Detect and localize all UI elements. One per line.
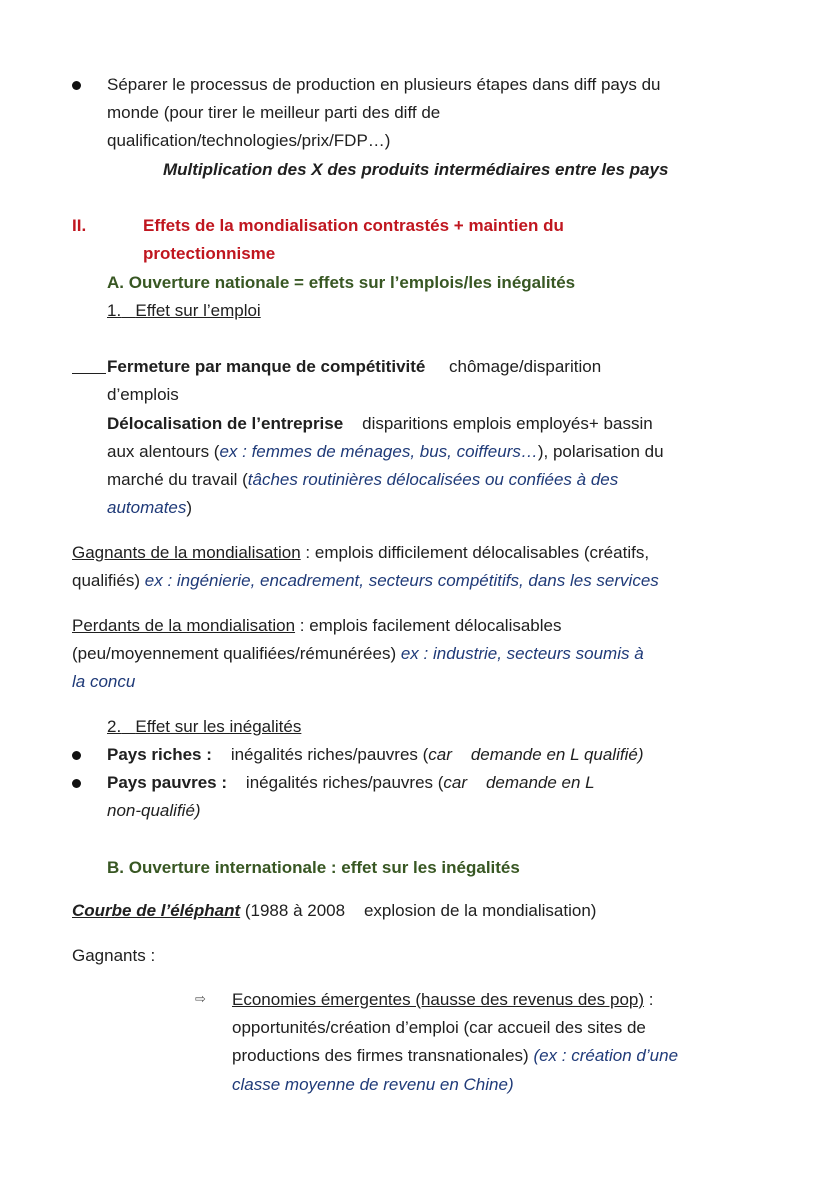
part-b-title: B. Ouverture internationale : effet sur les inégalités	[107, 858, 520, 877]
text-fragment: demande en L qualifié)	[470, 745, 644, 764]
text-fragment: car	[443, 773, 468, 792]
emergentes-line-2: opportunités/création d’emploi (car accueil des sites de	[232, 1018, 646, 1037]
example-text: ex : femmes de ménages, bus, coiffeurs…	[219, 442, 538, 461]
emergentes-line-1	[232, 986, 653, 1014]
emergentes-line-3	[232, 1042, 678, 1070]
text-fragment: productions des firmes transnationales)	[232, 1046, 534, 1065]
section-title-line-1: Effets de la mondialisation contrastés + maintien du	[143, 216, 564, 235]
delocalisation-line-2	[107, 438, 664, 466]
delocalisation-text: disparitions emplois employés+ bassin	[362, 414, 653, 433]
text-fragment: : emplois facilement délocalisables	[295, 616, 562, 635]
example-text: ex : ingénierie, encadrement, secteurs compétitifs, dans les services	[144, 571, 659, 590]
text-fragment: (peu/moyennement qualifiées/rémunérées)	[72, 644, 401, 663]
fermeture-line-2: d’emplois	[107, 385, 179, 404]
subsection-1-heading	[107, 297, 261, 325]
intro-line-3: qualification/technologies/prix/FDP…)	[107, 131, 391, 150]
delocalisation-line-4	[107, 494, 192, 522]
intro-line-2: monde (pour tirer le meilleur parti des diff de	[107, 103, 441, 122]
perdants-line-2	[72, 640, 644, 668]
example-text: ex : industrie, secteurs soumis à	[400, 644, 644, 663]
text-fragment: demande en L	[485, 773, 595, 792]
intro-line-1: Séparer le processus de production en plusieurs étapes dans diff pays du	[107, 75, 661, 94]
text-fragment: (1988 à 2008	[240, 901, 346, 920]
bullet-icon	[72, 81, 81, 90]
perdants-label: Perdants de la mondialisation	[72, 616, 296, 635]
fermeture-text: chômage/disparition	[449, 357, 602, 376]
pays-pauvres-line-2: non-qualifié)	[107, 801, 201, 820]
example-text: automates	[107, 498, 187, 517]
example-text: (ex : création d’une	[533, 1046, 679, 1065]
pays-riches-line	[107, 741, 643, 769]
bullet-icon	[72, 779, 81, 788]
text-fragment: inégalités riches/pauvres (	[245, 773, 444, 792]
subsection-2-number: 2.	[107, 717, 122, 736]
section-title-line-2: protectionnisme	[143, 244, 276, 263]
gagnants-line	[72, 539, 649, 567]
pays-pauvres-line	[107, 769, 595, 797]
courbe-label: Courbe de l’éléphant	[72, 901, 241, 920]
part-a-title: A. Ouverture nationale = effets sur l’emplois/les inégalités	[107, 273, 576, 292]
emergentes-line-4: classe moyenne de revenu en Chine)	[232, 1075, 514, 1094]
text-fragment: car	[428, 745, 452, 764]
delocalisation-line-3	[107, 466, 618, 494]
perdants-line	[72, 612, 562, 640]
fermeture-label: Fermeture par manque de compétitivité	[107, 357, 426, 376]
text-fragment: qualifiés)	[72, 571, 145, 590]
example-text: tâches routinières délocalisées ou confiées à des	[247, 470, 619, 489]
intro-conclusion: Multiplication des X des produits intermédiaires entre les pays	[163, 160, 669, 179]
text-fragment: )	[186, 498, 193, 517]
text-fragment: Economies émergentes (hausse des revenus des pop)	[232, 990, 645, 1009]
text-fragment: ), polarisation du	[537, 442, 664, 461]
perdants-line-3: la concu	[72, 672, 136, 691]
text-fragment: : emplois difficilement délocalisables (créatifs,	[300, 543, 650, 562]
pays-pauvres-label: Pays pauvres :	[107, 773, 228, 792]
gagnants-line-2	[72, 567, 659, 595]
text-fragment: inégalités riches/pauvres (	[230, 745, 429, 764]
text-fragment: :	[644, 990, 654, 1009]
text-fragment: marché du travail (	[107, 470, 248, 489]
subsection-2-title: Effet sur les inégalités	[135, 717, 302, 736]
fermeture-line	[72, 353, 601, 381]
subsection-2-heading	[107, 713, 301, 741]
gagnants-heading: Gagnants :	[72, 946, 156, 965]
right-arrow-icon: ⇨	[195, 991, 206, 1006]
section-number: II.	[72, 216, 87, 235]
delocalisation-label: Délocalisation de l’entreprise	[107, 414, 344, 433]
subsection-1-number: 1.	[107, 301, 122, 320]
blank-underline	[72, 373, 106, 374]
courbe-line	[72, 897, 596, 925]
text-fragment: aux alentours (	[107, 442, 220, 461]
pays-riches-label: Pays riches :	[107, 745, 212, 764]
subsection-1-title: Effet sur l’emploi	[135, 301, 261, 320]
bullet-icon	[72, 751, 81, 760]
delocalisation-line	[107, 410, 653, 438]
gagnants-label: Gagnants de la mondialisation	[72, 543, 301, 562]
text-fragment: explosion de la mondialisation)	[363, 901, 597, 920]
